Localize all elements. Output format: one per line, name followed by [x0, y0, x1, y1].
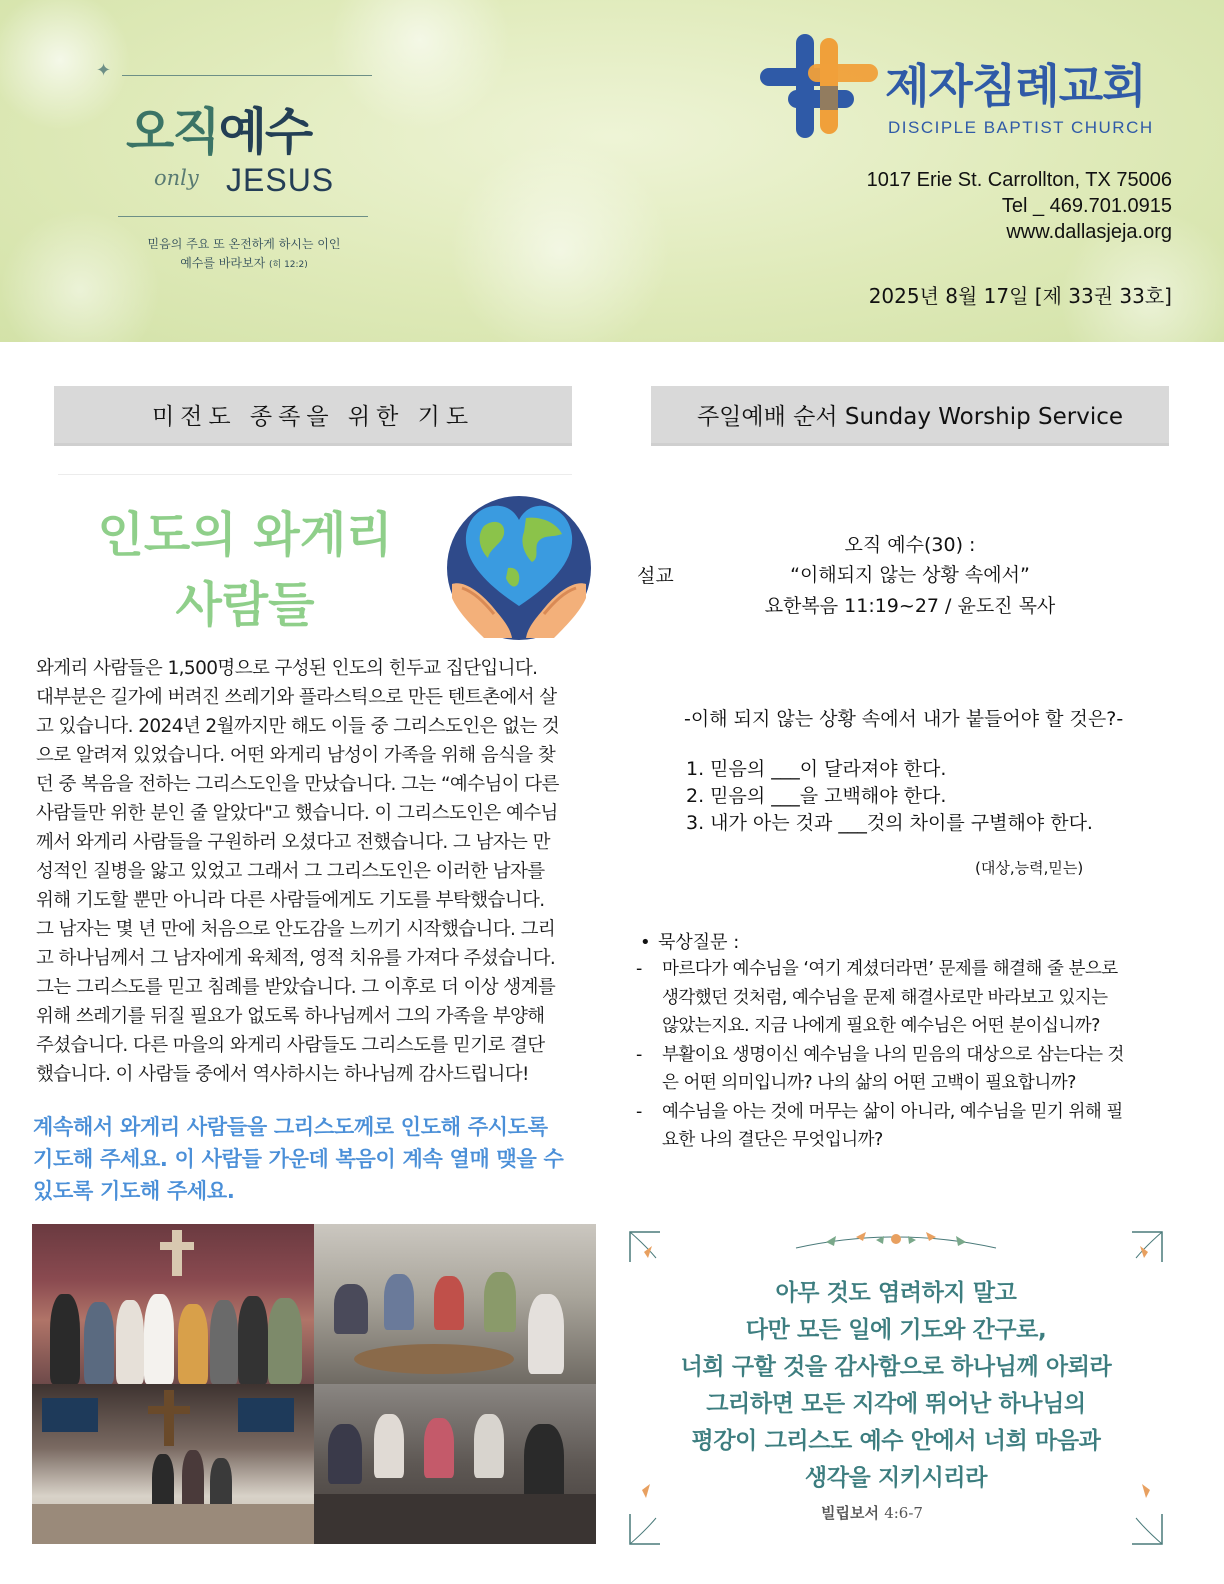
- home-fellowship-photo: [314, 1384, 596, 1544]
- story-line: 와게리 사람들은 1,500명으로 구성된 인도의 힌두교 집단입니다.: [36, 658, 538, 679]
- verse-line: 그리하면 모든 지각에 뛰어난 하나님의: [706, 1391, 1086, 1417]
- church-name-english: DISCIPLE BAPTIST CHURCH: [888, 118, 1154, 137]
- logo-top-rule: [122, 75, 372, 76]
- photo-collage: [32, 1224, 596, 1544]
- scripture-verse-card: [626, 1228, 1166, 1548]
- story-line: 고 하나님께서 그 남자에게 육체적, 영적 치유를 가져다 주셨습니다.: [36, 948, 556, 969]
- story-line: 께서 와게리 사람들을 구원하러 오셨다고 전했습니다. 그 남자는 만: [36, 832, 550, 853]
- baptism-ceremony-photo: [32, 1384, 314, 1544]
- dash-bullet-icon: -: [636, 1101, 642, 1122]
- verse-line: 다만 모든 일에 기도와 간구로,: [745, 1317, 1047, 1343]
- meditation-question: [636, 955, 1176, 1041]
- meditation-question-line: 부활이요 생명이신 예수님을 나의 믿음의 대상으로 삼는다는 것: [662, 1044, 1124, 1065]
- sermon-outline-heading: -이해 되지 않는 상황 속에서 내가 붙들어야 할 것은?-: [684, 708, 1124, 730]
- dash-bullet-icon: -: [636, 1044, 642, 1065]
- church-name: 제자침례교회: [885, 59, 1146, 113]
- sermon-label: 설교: [637, 565, 674, 587]
- small-group-meeting-photo: [314, 1224, 596, 1384]
- issue-date: 2025년 8월 17일 [제 33권 33호]: [868, 284, 1172, 308]
- meditation-question-line: 은 어떤 의미입니까? 나의 삶의 어떤 고백이 필요합니까?: [662, 1073, 1076, 1093]
- prayer-line: 있도록 기도해 주세요.: [33, 1179, 235, 1203]
- bulletin-header: [0, 0, 1224, 342]
- sermon-outline-point: 2. 믿음의 ___을 고백해야 한다.: [686, 785, 947, 807]
- logo-verse-line2: 예수를 바라보자 (히 12:2): [180, 256, 308, 270]
- story-line: 했습니다. 이 사람들 중에서 역사하시는 하나님께 감사드립니다!: [36, 1064, 529, 1085]
- story-line: 으로 알려져 있었습니다. 어떤 와게리 남성이 가족을 위해 음식을 찾: [36, 745, 556, 766]
- verse-line: 평강이 그리스도 예수 안에서 너희 마음과: [691, 1428, 1101, 1454]
- logo-title: 오직예수: [126, 103, 312, 161]
- story-line: 위해 쓰레기를 뒤질 필요가 없도록 하나님께서 그의 가족을 부양해: [36, 1006, 545, 1027]
- prayer-line: 기도해 주세요. 이 사람들 가운데 복음이 계속 열매 맺을 수: [33, 1147, 564, 1171]
- story-line: 대부분은 길가에 버려진 쓰레기와 플라스틱으로 만든 텐트촌에서 살: [36, 687, 557, 708]
- story-line: 주셨습니다. 다른 마을의 와게리 사람들도 그리스도를 믿기로 결단: [36, 1035, 545, 1056]
- prayer-request: [33, 1111, 613, 1207]
- sermon-outline-point: 3. 내가 아는 것과 ___것의 차이를 구별해야 한다.: [686, 812, 1093, 834]
- verse-line: 너희 구할 것을 감사함으로 하나님께 아뢰라: [680, 1354, 1112, 1380]
- story-line: 고 있습니다. 2024년 2월까지만 해도 이들 중 그리스도인은 없는 것: [36, 716, 560, 737]
- worship-section-title: 주일예배 순서 Sunday Worship Service: [651, 386, 1169, 446]
- meditation-list: [636, 955, 1176, 1155]
- church-phone: Tel _ 469.701.0915: [1001, 195, 1172, 217]
- meditation-question-line: 않았는지요. 지금 나에게 필요한 예수님은 어떤 분이십니까?: [662, 1016, 1100, 1036]
- dash-bullet-icon: -: [636, 959, 642, 979]
- story-line: 사람들만 위한 분인 줄 알았다"고 했습니다. 이 그리스도인은 예수님: [36, 803, 558, 824]
- story-line: 위해 기도할 뿐만 아니라 다른 사람들에게도 기도를 부탁했습니다.: [36, 890, 545, 911]
- sermon-outline-point: 1. 믿음의 ___이 달라져야 한다.: [686, 758, 947, 780]
- prayer-line: 계속해서 와게리 사람들을 그리스도께로 인도해 주시도록: [33, 1115, 548, 1139]
- verse-reference: 빌립보서 4:6-7: [821, 1504, 923, 1522]
- story-line: 던 중 복음을 전하는 그리스도인을 만났습니다. 그는 “예수님이 다른: [36, 774, 559, 795]
- people-group-story: [36, 654, 616, 1089]
- logo-only-text: only: [154, 166, 199, 190]
- logo-bottom-rule: [118, 216, 368, 217]
- globe-heart-hands-icon: [444, 488, 594, 644]
- logo-verse-line1: 믿음의 주요 또 온전하게 하시는 이인: [147, 237, 341, 251]
- prayer-section-title: 미전도 종족을 위한 기도: [54, 386, 572, 446]
- divider: [58, 474, 572, 475]
- church-address: 1017 Erie St. Carrollton, TX 75006: [866, 169, 1172, 191]
- people-group-title: 인도의 와게리 사람들: [97, 507, 393, 633]
- story-line: 성적인 질병을 앓고 있었고 그래서 그 그리스도인은 이러한 남자를: [36, 861, 545, 882]
- meditation-question-line: 생각했던 것처럼, 예수님을 문제 해결사로만 바라보고 있지는: [662, 987, 1108, 1008]
- logo-jesus-text: JESUS: [226, 162, 335, 198]
- sermon-title: “이해되지 않는 상황 속에서”: [790, 564, 1030, 586]
- meditation-title: • 묵상질문 :: [640, 932, 740, 953]
- outline-answer-hint: (대상,능력,믿는): [975, 859, 1084, 877]
- verse-line: 아무 것도 염려하지 말고: [775, 1280, 1017, 1306]
- story-line: 그는 그리스도를 믿고 침례를 받았습니다. 그 이후로 더 이상 생계를: [36, 977, 556, 998]
- story-line: 그 남자는 몇 년 만에 처음으로 안도감을 느끼기 시작했습니다. 그리: [36, 919, 556, 940]
- sparkle-icon: ✦: [96, 60, 112, 81]
- meditation-question: [636, 1098, 1176, 1155]
- church-cross-logo-icon: [760, 34, 880, 144]
- sermon-series: 오직 예수(30) :: [844, 534, 976, 556]
- meditation-question: [636, 1041, 1176, 1098]
- meditation-question-line: 요한 나의 결단은 무엇입니까?: [662, 1130, 883, 1150]
- church-website[interactable]: www.dallasjeja.org: [1006, 221, 1172, 243]
- sermon-scripture-preacher: 요한복음 11:19~27 / 윤도진 목사: [764, 595, 1056, 617]
- church-group-photo: [32, 1224, 314, 1384]
- meditation-question-line: 예수님을 아는 것에 머무는 삶이 아니라, 예수님을 믿기 위해 필: [662, 1101, 1123, 1122]
- meditation-question-line: 마르다가 예수님을 ‘여기 계셨더라면’ 문제를 해결해 줄 분으로: [662, 959, 1118, 979]
- verse-line: 생각을 지키시리라: [804, 1465, 988, 1491]
